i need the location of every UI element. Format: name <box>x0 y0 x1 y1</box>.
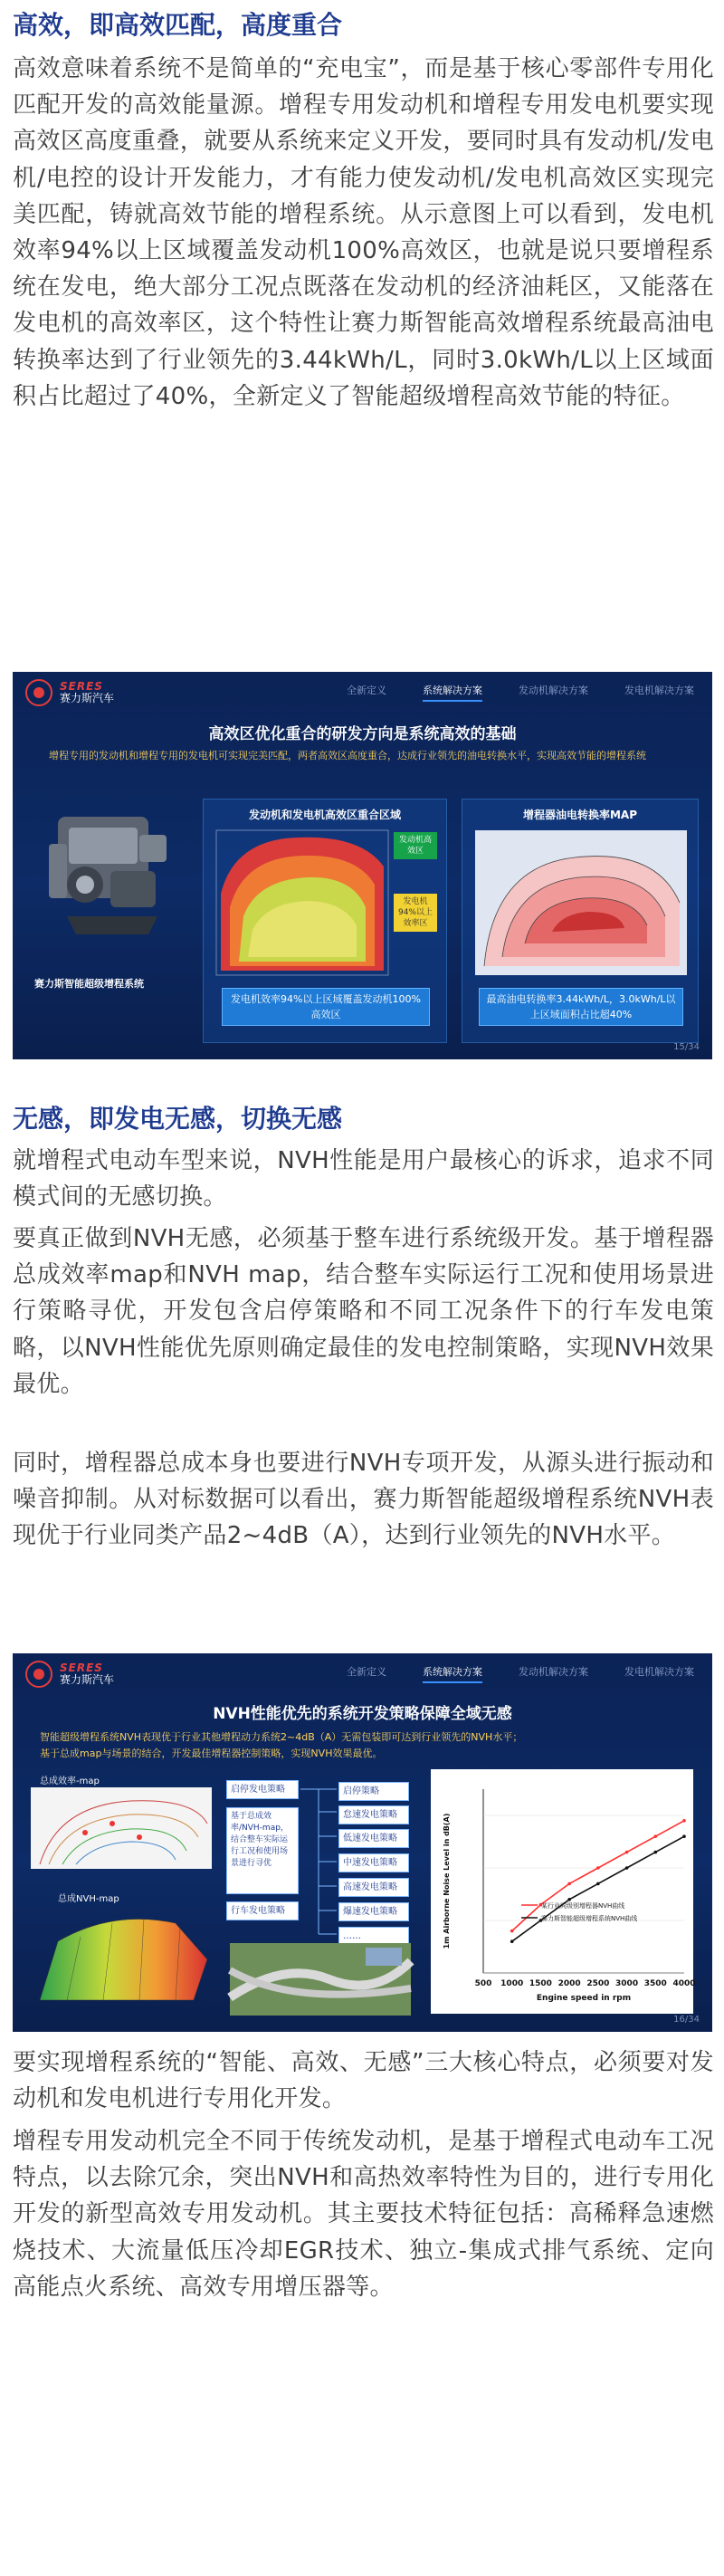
product-label: 赛力斯智能超级增程系统 <box>34 978 144 990</box>
seres-logo-icon <box>25 1661 52 1688</box>
section1-paragraph: 高效意味着系统不是简单的“充电宝”，而是基于核心零部件专用化匹配开发的高效能量源。增程专用发动机和增程专用发电机要实现高效区高度重叠，就要从系统来定义开发，要同时具有发动机/发电机/电控的设计开发能力，才有能力使发动机/发电机高效区实现完美匹配，铸就高效节能的增程系统。从示意图上可以看到，发电机效率94%以上区域覆盖发动机100%高效区，也就是说只要增程系统在发电，绝大部分工况点既落在发动机的经济油耗区，又能落在发电机的高效率区，这个特性让赛力斯智能高效增程系统最高油电转换率达到了行业领先的3.44kWh/L，同时3.0kWh/L以上区域面积占比超过了40%，全新定义了智能超级增程高效节能的特征。 <box>13 55 714 410</box>
logo-cn: 赛力斯汽车 <box>60 692 115 704</box>
data-point <box>567 1882 571 1886</box>
overlap-map <box>216 830 388 975</box>
logo-en: SERES <box>60 1661 103 1674</box>
efficiency-map <box>31 1787 212 1869</box>
nvh-map <box>31 1905 212 2005</box>
section2-paragraph-3: 同时，增程器总成本身也要进行NVH专项开发，从源头进行振动和噪音抑制。从对标数据可以看出，赛力斯智能超级增程系统NVH表现优于行业同类产品2~4dB（A），达到行业领先的NVH水平。 <box>13 1450 714 1550</box>
conversion-panel-title: 增程器油电转换率MAP <box>522 809 638 821</box>
logo-cn: 赛力斯汽车 <box>60 1673 115 1686</box>
flow-right-box: 高速发电策略 <box>338 1878 409 1897</box>
efficiency-map-label: 总成效率-map <box>40 1776 100 1786</box>
x-tick-label: 3000 <box>615 1979 639 1988</box>
flow-right-box: 爆速发电策略 <box>338 1902 409 1921</box>
data-point <box>653 1851 657 1854</box>
nvh-chart <box>431 1769 696 2014</box>
logo-en: SERES <box>60 680 103 693</box>
section1-heading: 高效，即高效匹配，高度重合 <box>13 10 343 40</box>
data-point <box>510 1930 514 1933</box>
flow-right-box: 低速发电策略 <box>338 1829 409 1848</box>
x-tick-label: 3500 <box>643 1979 667 1988</box>
slide-tabs <box>347 683 694 702</box>
legend-label: 某行业同级别增程器NVH曲线 <box>541 1902 625 1910</box>
slide-tab: 全新定义 <box>347 1666 386 1678</box>
slide-nvh <box>13 1653 712 2032</box>
slide-tab-active: 系统解决方案 <box>423 683 482 702</box>
overlap-caption: 发电机效率94%以上区域覆盖发动机100%高效区 <box>222 988 430 1026</box>
data-point <box>625 1866 629 1870</box>
seres-logo <box>25 679 114 706</box>
slide-tab: 全新定义 <box>347 685 386 696</box>
section3-paragraph-2: 增程专用发动机完全不同于传统发动机，是基于增程式电动车工况特点，以去除冗余，突出NVH和高热效率特性为目的，进行专用化开发的新型高效专用发动机。其主要技术特征包括：高稀释急速燃烧技术、大流量低压冷却EGR技术、独立-集成式排气系统、定向高能点火系统、高效专用增压器等。 <box>13 2128 714 2301</box>
flow-connector <box>300 1780 337 1943</box>
flow-right-box: 中速发电策略 <box>338 1853 409 1872</box>
slide-efficiency <box>13 672 712 1059</box>
x-tick-label: 500 <box>474 1979 492 1988</box>
flow-left-box: 基于总成效率/NVH-map，结合整车实际运行工况和使用场景进行寻优 <box>226 1807 299 1894</box>
slide-title: NVH性能优先的系统开发策略保障全域无感 <box>213 1705 512 1723</box>
slide-tab: 发动机解决方案 <box>519 1666 588 1678</box>
slide-topbar <box>13 1653 712 1695</box>
slide-title: 高效区优化重合的研发方向是系统高效的基础 <box>208 725 517 743</box>
engine-image <box>40 799 176 943</box>
legend-engine-zone: 发动机高效区 <box>394 832 437 859</box>
seres-logo <box>25 1661 114 1688</box>
x-tick-label: 1000 <box>500 1979 524 1988</box>
nvh-map-label: 总成NVH-map <box>58 1894 119 1904</box>
section2-paragraph-1: 就增程式电动车型来说，NVH性能是用户最核心的诉求，追求不同模式间的无感切换。 <box>13 1147 714 1211</box>
data-point <box>596 1866 600 1870</box>
section2-paragraph-2: 要真正做到NVH无感，必须基于整车进行系统级开发。基于增程器总成效率map和NVH map，结合整车实际运行工况和使用场景进行策略寻优，开发包含启停策略和不同工况条件下的行车发电策略，以NVH性能优先原则确定最佳的发电控制策略，实现NVH效果最优。 <box>13 1225 714 1398</box>
data-point <box>653 1834 657 1838</box>
nvh-chart-svg <box>431 1769 696 2014</box>
slide-tab: 发电机解决方案 <box>624 685 694 696</box>
conversion-map <box>475 830 687 975</box>
slide-tab: 发电机解决方案 <box>624 1666 694 1678</box>
conversion-panel <box>462 799 699 1043</box>
road-scene-image <box>230 1943 411 2016</box>
slide-subtitle-2: 基于总成map与场景的结合，开发最佳增程器控制策略，实现NVH效果最优。 <box>40 1748 383 1759</box>
slide-tab: 发动机解决方案 <box>519 685 588 696</box>
series-line <box>512 1836 684 1941</box>
slide-tabs <box>347 1664 694 1683</box>
x-axis-label: Engine speed in rpm <box>536 1994 632 2003</box>
page-number: 16/34 <box>673 2015 700 2025</box>
flow-left-box: 行车发电策略 <box>226 1901 299 1920</box>
x-tick-label: 2500 <box>586 1979 610 1988</box>
flow-right-box: 怠速发电策略 <box>338 1805 409 1824</box>
flow-right-box: 启停策略 <box>338 1782 409 1801</box>
page-number: 15/34 <box>673 1042 700 1052</box>
conversion-caption: 最高油电转换率3.44kWh/L，3.0kWh/L以上区域面积占比超40% <box>479 988 683 1026</box>
flow-left-box: 启停发电策略 <box>226 1780 299 1799</box>
y-axis-label: 1m Airborne Noise Level in dB(A) <box>443 1813 451 1949</box>
legend-generator-zone: 发电机94%以上效率区 <box>394 894 437 932</box>
seres-logo-icon <box>25 679 52 706</box>
overlap-panel-title: 发动机和发电机高效区重合区域 <box>248 809 401 821</box>
legend-label: 赛力斯智能超级增程系统NVH曲线 <box>541 1915 638 1922</box>
data-point <box>682 1819 686 1823</box>
slide-subtitle-1: 智能超级增程系统NVH表现优于行业其他增程动力系统2~4dB（A）无需包装即可达到行业领先的NVH水平； <box>40 1731 523 1743</box>
slide-subtitle: 增程专用的发动机和增程专用的发电机可实现完美匹配，两者高效区高度重合，达成行业领先的油电转换水平，实现高效节能的增程系统 <box>49 750 646 761</box>
slide-tab-active: 系统解决方案 <box>423 1664 482 1683</box>
data-point <box>567 1898 571 1901</box>
data-point <box>625 1851 629 1854</box>
data-point <box>510 1939 514 1943</box>
section3-paragraph-1: 要实现增程系统的“智能、高效、无感”三大核心特点，必须要对发动机和发电机进行专用化开发。 <box>13 2049 714 2113</box>
slide-topbar <box>13 672 712 713</box>
flow-right-box: …… <box>338 1927 409 1946</box>
section2-heading: 无感，即发电无感，切换无感 <box>13 1104 343 1134</box>
x-tick-label: 4000 <box>672 1979 696 1988</box>
x-tick-label: 1500 <box>529 1979 552 1988</box>
data-point <box>682 1834 686 1838</box>
x-tick-label: 2000 <box>557 1979 581 1988</box>
overlap-panel <box>203 799 447 1043</box>
data-point <box>596 1882 600 1886</box>
